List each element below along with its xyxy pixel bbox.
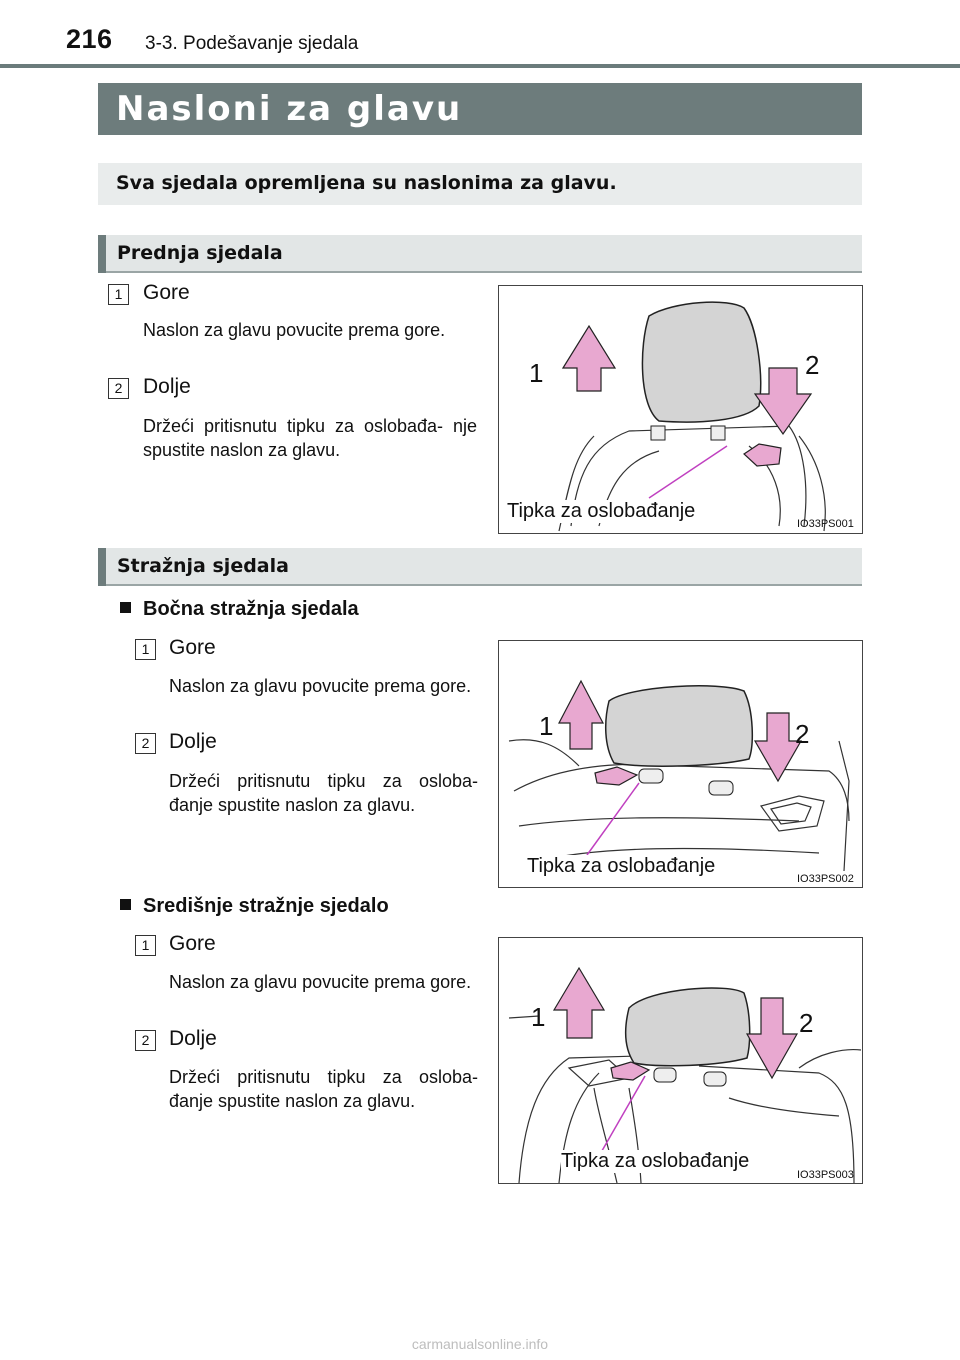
figure-side-rear-headrest <box>498 640 863 888</box>
item-desc-down: Držeći pritisnutu tipku za oslobađa- nje spustite naslon za glavu. <box>143 416 477 460</box>
subsection-side-rear <box>120 598 359 621</box>
figure-code: IO33PS002 <box>797 873 854 885</box>
figure-code: IO33PS001 <box>797 518 854 530</box>
item-title-down: Dolje <box>169 730 217 753</box>
section-title: Prednja sjedala <box>117 242 283 264</box>
section-rear-seats <box>98 548 862 586</box>
release-button-label: Tipka za oslobađanje <box>507 500 696 522</box>
headrest-illustration <box>499 286 862 533</box>
section-stripe <box>98 548 106 586</box>
item-number-badge: 1 <box>135 639 156 660</box>
subsection-title: Bočna stražnja sjedala <box>143 598 359 620</box>
item-title-down: Dolje <box>169 1027 217 1050</box>
item-number-badge: 2 <box>108 378 129 399</box>
figure-code: IO33PS003 <box>797 1169 854 1181</box>
release-button-label: Tipka za oslobađanje <box>561 1150 750 1172</box>
header-rule <box>0 64 960 68</box>
item-title-up: Gore <box>169 932 216 955</box>
arrow-down-number: 2 <box>805 350 820 380</box>
item-desc-down: Držeći pritisnutu tipku za osloba- đanje spustite naslon za glavu. <box>169 771 478 815</box>
release-button-label: Tipka za oslobađanje <box>527 855 716 877</box>
figure-center-rear-headrest <box>498 937 863 1184</box>
headrest-illustration <box>499 641 862 887</box>
chapter-title: 3-3. Podešavanje sjedala <box>145 33 359 54</box>
bullet-square-icon <box>120 899 131 910</box>
item-title-down: Dolje <box>143 375 191 398</box>
arrow-up-number: 1 <box>531 1002 546 1032</box>
arrow-down-number: 2 <box>795 719 810 749</box>
section-front-seats <box>98 235 862 273</box>
item-desc-up: Naslon za glavu povucite prema gore. <box>169 972 472 992</box>
intro-box <box>98 163 862 205</box>
item-number-badge: 2 <box>135 733 156 754</box>
watermark: carmanualsonline.info <box>411 1336 549 1352</box>
item-desc-up: Naslon za glavu povucite prema gore. <box>143 320 446 340</box>
subsection-title: Središnje stražnje sjedalo <box>143 895 389 917</box>
headrest-illustration <box>499 938 862 1183</box>
item-title-up: Gore <box>169 636 216 659</box>
title-bar <box>98 83 862 135</box>
page-number: 216 <box>66 24 113 54</box>
arrow-up-number: 1 <box>529 358 544 388</box>
page-title: Nasloni za glavu <box>116 89 463 129</box>
item-desc-down: Držeći pritisnutu tipku za osloba- đanje spustite naslon za glavu. <box>169 1067 478 1111</box>
section-title: Stražnja sjedala <box>117 555 289 577</box>
intro-text: Sva sjedala opremljena su naslonima za glavu. <box>116 172 617 194</box>
item-number-badge: 2 <box>135 1030 156 1051</box>
item-desc-up: Naslon za glavu povucite prema gore. <box>169 676 472 696</box>
bullet-square-icon <box>120 602 131 613</box>
item-number-badge: 1 <box>108 284 129 305</box>
section-stripe <box>98 235 106 273</box>
item-number-badge: 1 <box>135 935 156 956</box>
arrow-down-number: 2 <box>799 1008 814 1038</box>
arrow-up-number: 1 <box>539 711 554 741</box>
figure-front-headrest <box>498 285 863 534</box>
item-title-up: Gore <box>143 281 190 304</box>
subsection-center-rear <box>120 895 389 918</box>
